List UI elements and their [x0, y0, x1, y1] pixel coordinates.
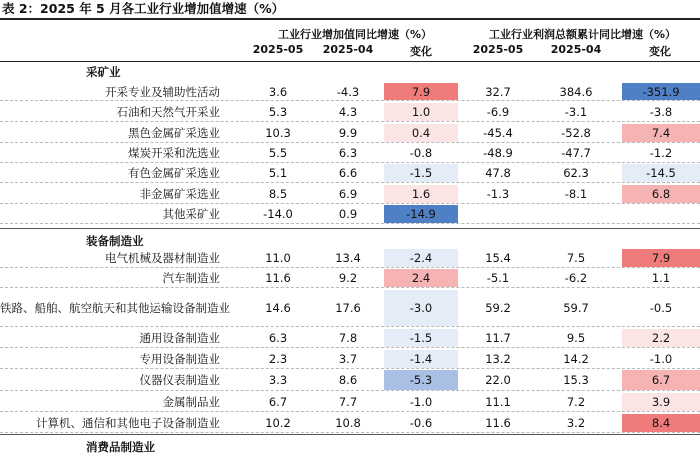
- cell-profit-change: 7.4: [622, 124, 700, 142]
- cell-va-2025-04: 6.6: [338, 166, 358, 180]
- cell-profit-change: -1.2: [622, 144, 700, 162]
- section-mining: 采矿业: [86, 65, 121, 79]
- cell-va-change: -1.5: [384, 329, 458, 347]
- cell-profit-2025-05: 15.4: [485, 251, 511, 265]
- cell-va-2025-04: 4.3: [338, 105, 358, 119]
- cell-va-2025-04: 6.9: [338, 187, 358, 201]
- cell-va-2025-05: 5.1: [268, 166, 288, 180]
- cell-profit-change: -351.9: [622, 83, 700, 100]
- cell-profit-2025-05: 11.6: [485, 416, 511, 430]
- col-header-va-2025-05: 2025-05: [252, 43, 304, 56]
- cell-profit-change: -14.5: [622, 164, 700, 182]
- cell-profit-2025-04: 9.5: [566, 331, 586, 345]
- cell-va-2025-04: -4.3: [336, 84, 360, 99]
- group-header-value-added: 工业行业增加值同比增速（%）: [277, 28, 433, 41]
- cell-profit-change: -0.5: [622, 290, 700, 326]
- row-separator: [0, 347, 700, 348]
- cell-va-2025-05: 5.3: [268, 105, 288, 119]
- row-separator: [0, 411, 700, 412]
- cell-va-change: -0.8: [384, 144, 458, 162]
- col-header-va-change: 变化: [410, 45, 432, 58]
- cell-va-change: 0.4: [384, 124, 458, 142]
- cell-profit-change: -3.8: [622, 103, 700, 121]
- cell-profit-change: -1.0: [622, 350, 700, 368]
- cell-va-2025-05: 11.0: [265, 251, 291, 265]
- industry-name-text: 铁路、船舶、航空航天和其他运输设备制造业: [0, 301, 230, 315]
- industry-name-text: 电气机械及器材制造业: [105, 251, 220, 265]
- cell-va-2025-05: 3.6: [268, 84, 288, 99]
- industry-name: [0, 204, 230, 224]
- cell-va-2025-05: 6.3: [268, 331, 288, 345]
- cell-va-2025-04: 8.6: [338, 373, 358, 387]
- table-row: [0, 289, 700, 327]
- section-equipment: 装备制造业: [86, 234, 144, 248]
- industry-name-text: 仪器仪表制造业: [139, 373, 220, 387]
- cell-va-2025-04: 7.7: [338, 395, 358, 409]
- cell-va-2025-04: 0.9: [338, 207, 358, 221]
- industry-name-text: 有色金属矿采选业: [128, 166, 220, 180]
- col-header-profit-change: 变化: [649, 45, 671, 58]
- cell-profit-2025-04: 384.6: [559, 84, 593, 99]
- row-separator: [0, 121, 700, 122]
- cell-va-2025-05: 8.5: [268, 187, 288, 201]
- cell-profit-2025-04: [546, 204, 606, 224]
- col-header-profit-2025-05: 2025-05: [472, 43, 524, 56]
- cell-profit-2025-05: -6.9: [486, 105, 510, 119]
- cell-profit-2025-04: 14.2: [563, 352, 589, 366]
- cell-profit-2025-05: [468, 204, 528, 224]
- industry-name: [0, 102, 230, 122]
- cell-va-2025-04: 10.8: [335, 416, 361, 430]
- industry-name: [0, 268, 230, 288]
- cell-va-2025-05: 2.3: [268, 352, 288, 366]
- cell-profit-2025-04: 7.5: [566, 251, 586, 265]
- cell-profit-change: 2.2: [622, 329, 700, 347]
- cell-va-2025-04: 7.8: [338, 331, 358, 345]
- table-row: [0, 248, 700, 268]
- industry-name: [0, 349, 230, 369]
- cell-va-change: -14.9: [384, 205, 458, 223]
- top-rule: [0, 18, 700, 20]
- cell-va-2025-05: 10.3: [265, 126, 291, 140]
- table-row: [0, 369, 700, 391]
- col-header-profit-2025-04: 2025-04: [550, 43, 602, 56]
- section-consumer: 消费品制造业: [86, 440, 155, 454]
- cell-profit-2025-04: -6.2: [564, 271, 588, 285]
- cell-profit-2025-05: 22.0: [485, 373, 511, 387]
- cell-va-change: -2.4: [384, 249, 458, 267]
- cell-profit-2025-05: 11.1: [485, 395, 511, 409]
- cell-profit-2025-05: -45.4: [483, 126, 513, 140]
- cell-profit-change: 3.9: [622, 393, 700, 411]
- industry-name-text: 煤炭开采和洗选业: [128, 146, 220, 160]
- cell-profit-2025-05: 13.2: [485, 352, 511, 366]
- cell-va-2025-05: 14.6: [265, 301, 291, 315]
- cell-va-2025-05: 10.2: [265, 416, 291, 430]
- table-row: [0, 328, 700, 348]
- cell-va-change: 2.4: [384, 269, 458, 287]
- cell-profit-change: 8.4: [622, 414, 700, 432]
- row-separator: [0, 100, 700, 101]
- industry-name-text: 非金属矿采选业: [139, 187, 220, 201]
- row-separator: [0, 326, 700, 327]
- cell-profit-2025-05: -1.3: [486, 187, 510, 201]
- cell-va-change: 1.6: [384, 185, 458, 203]
- cell-va-change: 1.0: [384, 103, 458, 121]
- cell-profit-change: 6.7: [622, 370, 700, 390]
- cell-va-change: -1.0: [384, 393, 458, 411]
- industry-name: [0, 369, 230, 391]
- cell-va-change: -1.4: [384, 350, 458, 368]
- cell-profit-2025-04: -47.7: [561, 146, 591, 160]
- table-title: 表 2：2025 年 5 月各工业行业增加值增速（%）: [2, 1, 285, 16]
- cell-profit-2025-04: 7.2: [566, 395, 586, 409]
- cell-profit-2025-05: 59.2: [485, 301, 511, 315]
- cell-profit-change: 6.8: [622, 185, 700, 203]
- cell-va-change: -1.5: [384, 164, 458, 182]
- cell-profit-change: 7.9: [622, 249, 700, 267]
- row-separator: [0, 223, 700, 224]
- industry-name: [0, 289, 230, 327]
- industry-name-text: 其他采矿业: [162, 207, 220, 221]
- cell-va-2025-04: 3.7: [338, 352, 358, 366]
- cell-va-change: 7.9: [384, 83, 458, 100]
- industry-name: [0, 82, 230, 101]
- industry-name-text: 黑色金属矿采选业: [128, 126, 220, 140]
- cell-va-2025-05: -14.0: [263, 207, 293, 221]
- group-header-profit: 工业行业利润总额累计同比增速（%）: [488, 28, 677, 41]
- industry-name: [0, 143, 230, 163]
- cell-profit-2025-05: -48.9: [483, 146, 513, 160]
- cell-va-2025-05: 11.6: [265, 271, 291, 285]
- table-row: [0, 184, 700, 204]
- table-row: [0, 204, 700, 224]
- table-row: [0, 392, 700, 412]
- cell-profit-2025-04: 59.7: [563, 301, 589, 315]
- industry-name-text: 石油和天然气开采业: [116, 105, 220, 119]
- row-separator: [0, 432, 700, 433]
- cell-profit-2025-04: -8.1: [564, 187, 588, 201]
- cell-profit-2025-04: 62.3: [563, 166, 589, 180]
- cell-profit-2025-05: 32.7: [485, 84, 511, 99]
- section-rule-2: [0, 434, 700, 435]
- cell-va-2025-04: 9.9: [338, 126, 358, 140]
- table-row: [0, 123, 700, 143]
- table-row: [0, 349, 700, 369]
- table-row: [0, 143, 700, 163]
- row-separator: [0, 390, 700, 391]
- industry-name: [0, 413, 230, 433]
- industry-name: [0, 184, 230, 204]
- industry-name: [0, 248, 230, 268]
- cell-va-2025-04: 9.2: [338, 271, 358, 285]
- table-row: [0, 163, 700, 183]
- cell-profit-2025-04: -52.8: [561, 126, 591, 140]
- cell-profit-change: [622, 204, 700, 224]
- table-row: [0, 413, 700, 433]
- cell-profit-change: 1.1: [622, 269, 700, 287]
- cell-profit-2025-04: 3.2: [566, 416, 586, 430]
- industry-name-text: 汽车制造业: [162, 271, 220, 285]
- cell-va-change: -5.3: [384, 370, 458, 390]
- header-rule: [0, 61, 700, 62]
- cell-va-change: -0.6: [384, 414, 458, 432]
- industry-name: [0, 392, 230, 412]
- cell-profit-2025-05: 11.7: [485, 331, 511, 345]
- industry-name-text: 开采专业及辅助性活动: [105, 84, 220, 99]
- row-separator: [0, 182, 700, 183]
- cell-va-2025-04: 13.4: [335, 251, 361, 265]
- cell-va-2025-04: 6.3: [338, 146, 358, 160]
- row-separator: [0, 287, 700, 288]
- industry-name: [0, 123, 230, 143]
- cell-va-2025-05: 6.7: [268, 395, 288, 409]
- table-row: [0, 82, 700, 101]
- cell-va-2025-04: 17.6: [335, 301, 361, 315]
- cell-va-2025-05: 5.5: [268, 146, 288, 160]
- cell-va-2025-05: 3.3: [268, 373, 288, 387]
- industry-name-text: 通用设备制造业: [139, 331, 220, 345]
- industry-name-text: 计算机、通信和其他电子设备制造业: [36, 416, 220, 430]
- industry-name-text: 金属制品业: [162, 395, 220, 409]
- industry-name: [0, 328, 230, 348]
- cell-va-change: -3.0: [384, 290, 458, 326]
- industry-name: [0, 163, 230, 183]
- cell-profit-2025-04: -3.1: [564, 105, 588, 119]
- col-header-va-2025-04: 2025-04: [322, 43, 374, 56]
- table-row: [0, 102, 700, 122]
- cell-profit-2025-05: -5.1: [486, 271, 510, 285]
- industry-name-text: 专用设备制造业: [139, 352, 220, 366]
- table-row: [0, 268, 700, 288]
- section-rule-1: [0, 228, 700, 229]
- cell-profit-2025-05: 47.8: [485, 166, 511, 180]
- cell-profit-2025-04: 15.3: [563, 373, 589, 387]
